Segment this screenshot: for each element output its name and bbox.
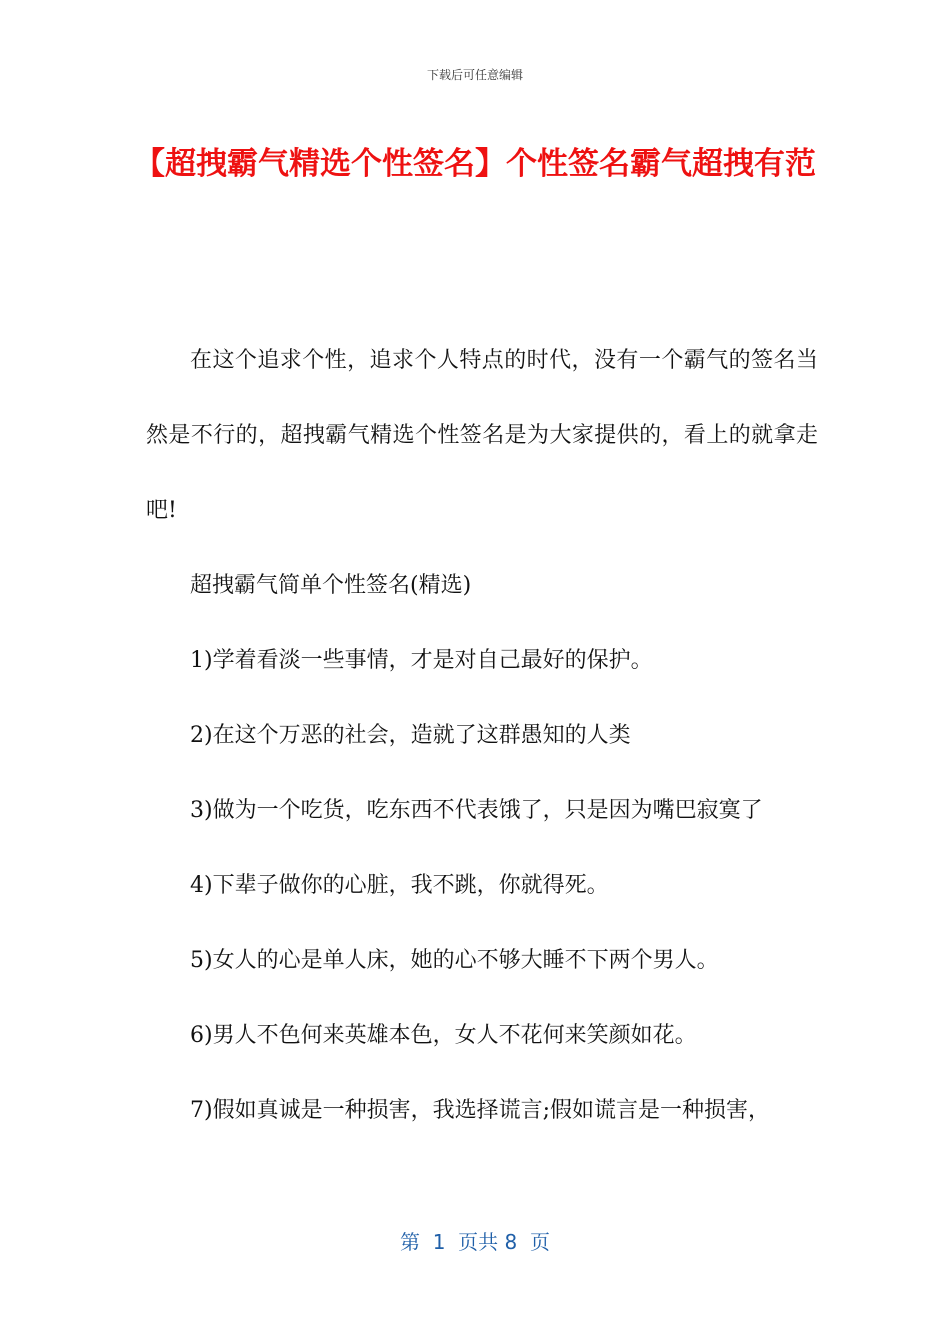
list-item: 4)下辈子做你的心脏，我不跳，你就得死。	[190, 873, 609, 898]
header-note: 下载后可任意编辑	[426, 68, 523, 82]
intro-paragraph: 在这个追求个性，追求个人特点的时代，没有一个霸气的签名当然是不行的，超拽霸气精选个性签名是为大家提供的，看上的就拿走吧!	[146, 348, 818, 523]
document-title: 【超拽霸气精选个性签名】个性签名霸气超拽有范	[134, 146, 816, 182]
list-item: 3)做为一个吃货，吃东西不代表饿了，只是因为嘴巴寂寞了	[190, 798, 763, 823]
list-item: 6)男人不色何来英雄本色，女人不花何来笑颜如花。	[190, 1023, 697, 1048]
section-heading: 超拽霸气简单个性签名(精选)	[190, 573, 472, 598]
list-item: 2)在这个万恶的社会，造就了这群愚知的人类	[190, 723, 631, 748]
page-number-footer: 第 1 页共 8 页	[400, 1230, 550, 1254]
document-body	[146, 323, 818, 1148]
list-item: 5)女人的心是单人床，她的心不够大睡不下两个男人。	[190, 948, 719, 973]
list-item: 7)假如真诚是一种损害，我选择谎言;假如谎言是一种损害，	[190, 1098, 770, 1123]
list-item: 1)学着看淡一些事情，才是对自己最好的保护。	[190, 648, 653, 673]
